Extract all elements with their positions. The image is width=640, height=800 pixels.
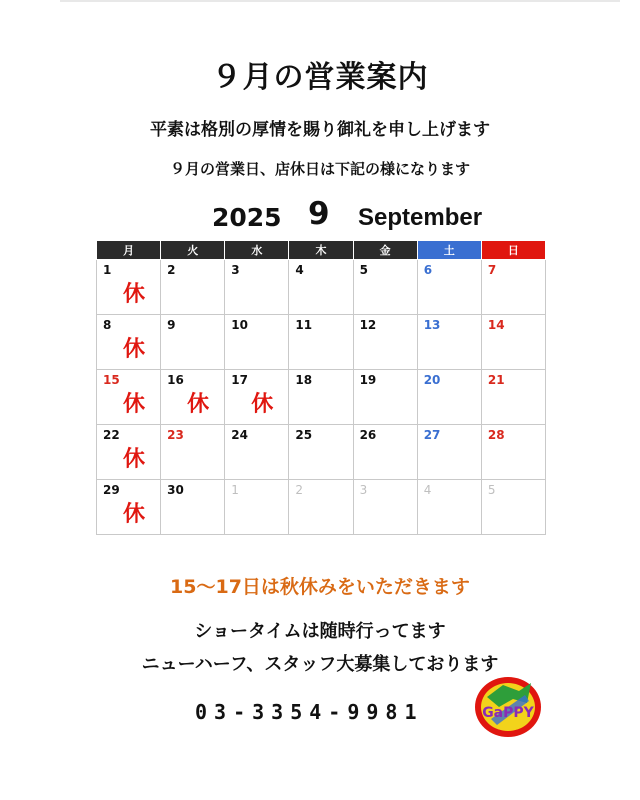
calendar-day-cell-sat xyxy=(417,480,481,535)
greeting-text: 平素は格別の厚情を賜り御礼を申し上げます xyxy=(150,120,490,140)
top-divider xyxy=(60,0,620,2)
closed-day-mark: 休 xyxy=(123,337,146,362)
calendar-day-cell-thu xyxy=(289,425,353,480)
calendar-month-name: September xyxy=(358,204,483,231)
calendar-day-cell-fri xyxy=(353,260,417,315)
closed-day-mark: 休 xyxy=(123,282,146,307)
calendar-day-number: 28 xyxy=(487,428,505,442)
weekday-fri: 金 xyxy=(353,241,417,260)
weekday-sun: 日 xyxy=(481,241,545,260)
calendar-day-cell-tue xyxy=(161,370,225,425)
calendar-week-row xyxy=(97,425,546,480)
calendar-day-cell-sun xyxy=(481,480,545,535)
calendar-day-cell-fri xyxy=(353,425,417,480)
calendar-day-number: 20 xyxy=(423,373,441,387)
calendar-day-number: 5 xyxy=(359,263,368,277)
phone-number: 03-3354-9981 xyxy=(195,700,424,724)
closed-day-mark: 休 xyxy=(123,502,146,527)
calendar-day-number: 1 xyxy=(231,483,239,497)
calendar-day-number: 4 xyxy=(295,263,304,277)
calendar-day-cell-sun xyxy=(481,370,545,425)
calendar-day-cell-sun xyxy=(481,315,545,370)
calendar-heading xyxy=(212,196,512,236)
calendar-day-cell-fri xyxy=(353,480,417,535)
calendar-day-number: 1 xyxy=(103,263,112,277)
calendar-day-number: 21 xyxy=(487,373,505,387)
gappy-logo xyxy=(473,675,543,739)
calendar-day-number: 8 xyxy=(103,318,112,332)
calendar-day-number: 22 xyxy=(103,428,120,442)
closed-day-mark: 休 xyxy=(123,447,146,472)
calendar-day-number: 17 xyxy=(231,373,248,387)
closed-day-mark: 休 xyxy=(123,392,146,417)
recruit-text: ニューハーフ、スタッフ大募集しております xyxy=(141,654,499,675)
calendar-day-number: 27 xyxy=(423,428,441,442)
calendar-day-number: 6 xyxy=(423,263,433,277)
calendar-day-number: 26 xyxy=(359,428,377,442)
calendar-day-cell-mon xyxy=(97,260,161,315)
intro-text: ９月の営業日、店休日は下記の様になります xyxy=(169,160,470,178)
calendar-day-number: 29 xyxy=(103,483,120,497)
calendar-day-number: 24 xyxy=(231,428,248,442)
calendar-day-cell-wed xyxy=(225,425,289,480)
calendar-day-cell-thu xyxy=(289,315,353,370)
calendar-day-number: 16 xyxy=(167,373,184,387)
calendar-day-cell-thu xyxy=(289,370,353,425)
calendar-day-cell-wed xyxy=(225,315,289,370)
calendar-day-cell-sun xyxy=(481,425,545,480)
closed-day-mark: 休 xyxy=(187,392,210,417)
calendar-day-cell-sat xyxy=(417,370,481,425)
calendar-day-cell-sat xyxy=(417,315,481,370)
calendar-day-number: 10 xyxy=(231,318,248,332)
calendar-day-cell-tue xyxy=(161,425,225,480)
weekday-thu: 木 xyxy=(289,241,353,260)
calendar-table xyxy=(96,240,546,535)
calendar-day-cell-wed xyxy=(225,370,289,425)
calendar-day-number: 2 xyxy=(167,263,176,277)
calendar-day-cell-tue xyxy=(161,315,225,370)
calendar-week-row xyxy=(97,260,546,315)
calendar-day-cell-tue xyxy=(161,480,225,535)
calendar-day-number: 15 xyxy=(103,373,120,387)
calendar-day-number: 12 xyxy=(359,318,377,332)
calendar-week-row xyxy=(97,480,546,535)
calendar-day-number: 11 xyxy=(295,318,313,332)
calendar-day-cell-mon xyxy=(97,425,161,480)
calendar-day-number: 4 xyxy=(423,483,432,497)
calendar-day-number: 23 xyxy=(167,428,184,442)
calendar-day-cell-thu xyxy=(289,480,353,535)
calendar-day-number: 9 xyxy=(167,318,176,332)
calendar-day-number: 5 xyxy=(487,483,496,497)
showtime-text: ショータイムは随時行ってます xyxy=(194,621,446,642)
calendar-year: 2025 xyxy=(212,203,282,232)
weekday-sat: 土 xyxy=(417,241,481,260)
calendar-day-number: 3 xyxy=(231,263,240,277)
calendar-day-cell-sat xyxy=(417,260,481,315)
calendar-day-cell-wed xyxy=(225,480,289,535)
calendar-day-number: 18 xyxy=(295,373,313,387)
calendar-day-cell-tue xyxy=(161,260,225,315)
weekday-tue: 火 xyxy=(161,241,225,260)
page-title: ９月の営業案内 xyxy=(211,60,429,95)
calendar-day-cell-wed xyxy=(225,260,289,315)
calendar-week-row xyxy=(97,370,546,425)
weekday-mon: 月 xyxy=(97,241,161,260)
calendar-day-cell-sat xyxy=(417,425,481,480)
calendar-week-row xyxy=(97,315,546,370)
calendar-day-number: 19 xyxy=(359,373,377,387)
autumn-holiday-note: 15～17日は秋休みをいただきます xyxy=(170,576,470,598)
calendar-day-number: 2 xyxy=(295,483,304,497)
weekday-wed: 水 xyxy=(225,241,289,260)
logo-text: GaPPY xyxy=(482,705,534,721)
calendar-day-number: 3 xyxy=(359,483,368,497)
calendar-day-number: 13 xyxy=(423,318,441,332)
calendar-day-number: 30 xyxy=(167,483,184,497)
calendar-day-cell-mon xyxy=(97,370,161,425)
calendar-day-cell-mon xyxy=(97,480,161,535)
calendar-day-cell-mon xyxy=(97,315,161,370)
calendar-day-number: 25 xyxy=(295,428,313,442)
calendar-day-number: 14 xyxy=(487,318,505,332)
calendar-day-cell-sun xyxy=(481,260,545,315)
calendar-day-cell-fri xyxy=(353,315,417,370)
calendar-day-cell-thu xyxy=(289,260,353,315)
calendar-day-cell-fri xyxy=(353,370,417,425)
weekday-header-row xyxy=(97,241,546,260)
calendar-month: 9 xyxy=(308,196,330,232)
calendar-day-number: 7 xyxy=(487,263,497,277)
closed-day-mark: 休 xyxy=(251,392,274,417)
